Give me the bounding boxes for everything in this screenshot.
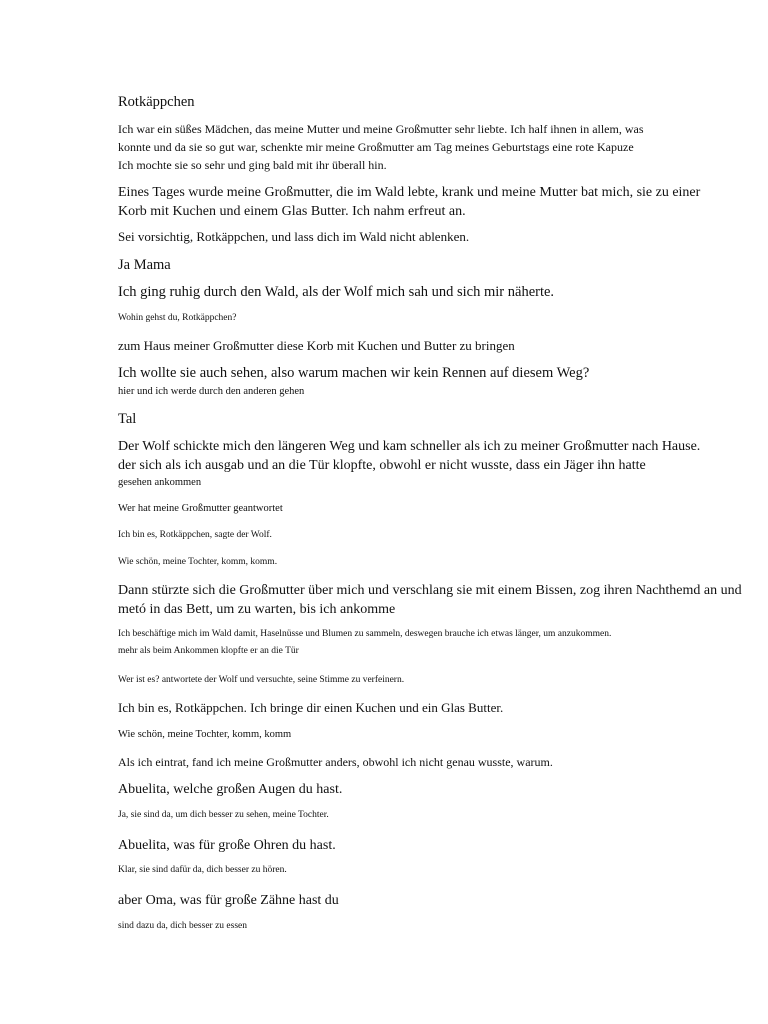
paragraph-line: gesehen ankommen (118, 477, 202, 488)
paragraph-22: Abuelita, was für große Ohren du hast. (118, 838, 336, 853)
paragraph-17: Ich bin es, Rotkäppchen. Ich bringe dir einen Kuchen und ein Glas Butter. (118, 700, 504, 715)
paragraph-3: Sei vorsichtig, Rotkäppchen, und lass dich im Wald nicht ablenken. (118, 229, 470, 244)
paragraph-line: konnte und da sie so gut war, schenkte mir meine Großmutter am Tag meines Geburtstags eine rote Kapuze (118, 140, 634, 154)
paragraph-6: Wohin gehst du, Rotkäppchen? (118, 313, 237, 323)
paragraph-10 (118, 437, 701, 491)
paragraph-9: Tal (118, 411, 137, 427)
paragraph-19: Als ich eintrat, fand ich meine Großmutter anders, obwohl ich nicht genau wusste, warum. (118, 755, 553, 769)
paragraph-line: Ich wollte sie auch sehen, also warum machen wir kein Rennen auf diesem Weg? (118, 365, 590, 381)
paragraph-18: Wie schön, meine Tochter, komm, komm (118, 729, 292, 740)
paragraph-13: Wie schön, meine Tochter, komm, komm. (118, 557, 278, 567)
paragraph-4: Ja Mama (118, 257, 171, 273)
paragraph-23: Klar, sie sind dafür da, dich besser zu hören. (118, 865, 287, 875)
paragraph-line: Korb mit Kuchen und einem Glas Butter. Ich nahm erfreut an. (118, 204, 466, 219)
paragraph-line: Ich war ein süßes Mädchen, das meine Mutter und meine Großmutter sehr liebte. Ich half ihnen in allem, was (118, 122, 644, 136)
paragraph-line: Ich beschäftige mich im Wald damit, Haselnüsse und Blumen zu sammeln, deswegen brauche ich etwas länger, um anzukommen. (118, 629, 612, 639)
document-title: Rotkäppchen (118, 94, 195, 110)
paragraph-8 (118, 364, 688, 400)
paragraph-20: Abuelita, welche großen Augen du hast. (118, 782, 343, 797)
paragraph-16: Wer ist es? antwortete der Wolf und versuchte, seine Stimme zu verfeinern. (118, 675, 405, 685)
paragraph-line: hier und ich werde durch den anderen gehen (118, 386, 305, 397)
paragraph-11: Wer hat meine Großmutter geantwortet (118, 503, 283, 514)
paragraph-25: sind dazu da, dich besser zu essen (118, 921, 248, 931)
paragraph-15 (118, 626, 688, 660)
paragraph-21: Ja, sie sind da, um dich besser zu sehen, meine Tochter. (118, 810, 329, 820)
paragraph-line: der sich als ich ausgab und an die Tür klopfte, obwohl er nicht wusste, dass ein Jäger ihn hatte (118, 458, 646, 473)
paragraph-24: aber Oma, was für große Zähne hast du (118, 893, 339, 908)
paragraph-line: metó in das Bett, um zu warten, bis ich ankomme (118, 602, 396, 617)
paragraph-2 (118, 183, 701, 221)
paragraph-line: Ich mochte sie so sehr und ging bald mit ihr überall hin. (118, 158, 387, 172)
paragraph-line: Der Wolf schickte mich den längeren Weg und kam schneller als ich zu meiner Großmutter nach Hause. (118, 439, 701, 454)
paragraph-12: Ich bin es, Rotkäppchen, sagte der Wolf. (118, 530, 272, 540)
paragraph-line: mehr als beim Ankommen klopfte er an die Tür (118, 646, 299, 656)
paragraph-1 (118, 120, 688, 174)
paragraph-line: Eines Tages wurde meine Großmutter, die im Wald lebte, krank und meine Mutter bat mich, sie zu einer (118, 185, 701, 200)
paragraph-line: Dann stürzte sich die Großmutter über mich und verschlang sie mit einem Bissen, zog ihren Nachthemd an und (118, 583, 742, 598)
paragraph-7: zum Haus meiner Großmutter diese Korb mit Kuchen und Butter zu bringen (118, 338, 515, 353)
paragraph-5: Ich ging ruhig durch den Wald, als der Wolf mich sah und sich mir näherte. (118, 284, 555, 300)
paragraph-14 (118, 581, 742, 619)
